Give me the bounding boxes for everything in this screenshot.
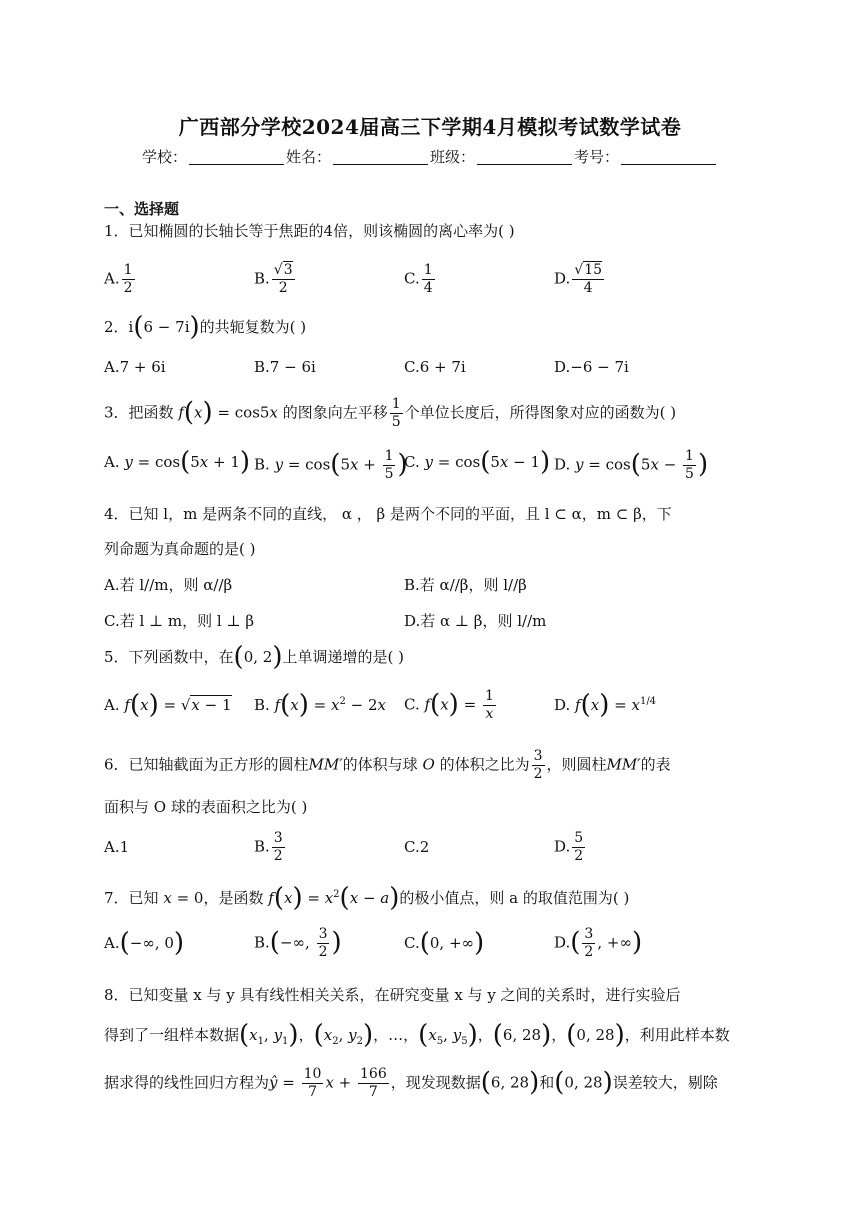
q7-option-a: A.(−∞, 0)	[104, 928, 185, 958]
q5-option-c: C. f(x) = $\frac{1}{x}$	[404, 688, 494, 722]
q4-option-a: A.若 l//m，则 α//β	[104, 576, 233, 594]
q6-option-c: C.2	[404, 838, 430, 856]
q3-option-d: D. y = cos(5x − $\frac{1}{5}$ )	[554, 448, 709, 482]
q1-option-b: B. $\frac{√3}{2}$	[254, 262, 293, 296]
q2-option-b: B.7 − 6i	[254, 358, 316, 376]
q6-option-b: B. $\frac{3}{2}$	[254, 830, 283, 864]
id-blank[interactable]	[621, 148, 716, 165]
q2-option-a: A.7 + 6i	[104, 358, 166, 376]
question-7: 7．已知 x = 0，是函数 $f(x) = x^2(x - a)$的极小值点，则 a 的取值范围为( )	[104, 883, 630, 913]
exam-title: 广西部分学校2024届高三下学期4月模拟考试数学试卷	[178, 115, 682, 139]
q2-option-c: C.6 + 7i	[404, 358, 466, 376]
name-label: 姓名：	[285, 148, 331, 166]
q6-option-a: A.1	[104, 838, 130, 856]
q5-option-d: D. $f(x) = x^{1/4}$	[554, 690, 657, 720]
school-label: 学校：	[141, 148, 187, 166]
q3-option-b: B. y = cos(5x + $\frac{1}{5}$ )	[254, 448, 408, 482]
student-info-line	[0, 146, 860, 167]
q4-option-d: D.若 α ⊥ β，则 l//m	[404, 612, 547, 630]
q5-option-b: B. $f(x) = x^2 - 2x$	[254, 690, 386, 720]
class-blank[interactable]	[477, 148, 572, 165]
id-label: 考号：	[574, 148, 620, 166]
question-4-line2: 列命题为真命题的是( )	[104, 540, 256, 558]
question-8-line1: 8．已知变量 x 与 y 具有线性相关关系，在研究变量 x 与 y 之间的关系时，进行实验后	[104, 986, 681, 1004]
name-blank[interactable]	[333, 148, 428, 165]
section-heading: 一、选择题	[104, 200, 180, 218]
q7-option-c: C.(0, +∞)	[404, 928, 485, 958]
q4-option-b: B.若 α//β，则 l//β	[404, 576, 527, 594]
q7-option-b: B.(−∞, $\frac{3}{2}$ )	[254, 926, 342, 960]
question-1: 1．已知椭圆的长轴长等于焦距的4倍，则该椭圆的离心率为( )	[104, 222, 515, 240]
q3-option-c: C. y = cos(5x − 1)	[404, 447, 551, 477]
question-8-line3: 据求得的线性回归方程为ŷ = $\frac{10}{7}$ x + $\frac{166}{7}$ ，现发现数据(6, 28)和(0, 28)误差较大，剔除	[104, 1066, 718, 1100]
question-8-line2: 得到了一组样本数据($x_1$, $y_1$)，($x_2$, $y_2$)，…，($x_5$, $y_5$)，(6, 28)，(0, 28)，利用此样本数	[104, 1020, 730, 1050]
question-6-line2: 面积与 O 球的表面积之比为( )	[104, 798, 308, 816]
q7-option-d: D.( $\frac{3}{2}$ , +∞)	[554, 926, 643, 960]
q1-option-c: C. $\frac{1}{4}$	[404, 262, 433, 296]
question-6-line1: 6．已知轴截面为正方形的圆柱MM′的体积与球 O 的体积之比为 $\frac{3}{2}$ ，则圆柱MM′的表	[104, 748, 671, 782]
question-4-line1: 4．已知 l，m 是两条不同的直线， α ， β 是两个不同的平面，且 l ⊂ α，m ⊂ β，下	[104, 505, 672, 523]
q1-option-d: D. $\frac{√15}{4}$	[554, 262, 603, 296]
q1-option-a: A. $\frac{1}{2}$	[104, 262, 133, 296]
school-blank[interactable]	[189, 148, 284, 165]
q6-option-d: D. $\frac{5}{2}$	[554, 830, 584, 864]
question-5: 5．下列函数中，在(0, 2)上单调递增的是( )	[104, 642, 404, 672]
q3-option-a: A. y = cos(5x + 1)	[104, 447, 251, 477]
q2-option-d: D.−6 − 7i	[554, 358, 629, 376]
question-3: 3．把函数 f(x) = cos5x 的图象向左平移 $\frac{1}{5}$ 个单位长度后，所得图象对应的函数为( )	[104, 396, 677, 430]
class-label: 班级：	[430, 148, 476, 166]
q5-option-a: A. f(x) = √x − 1	[104, 690, 232, 720]
question-2: 2．i(6 − 7i)的共轭复数为( )	[104, 312, 307, 342]
q4-option-c: C.若 l ⊥ m，则 l ⊥ β	[104, 612, 255, 630]
